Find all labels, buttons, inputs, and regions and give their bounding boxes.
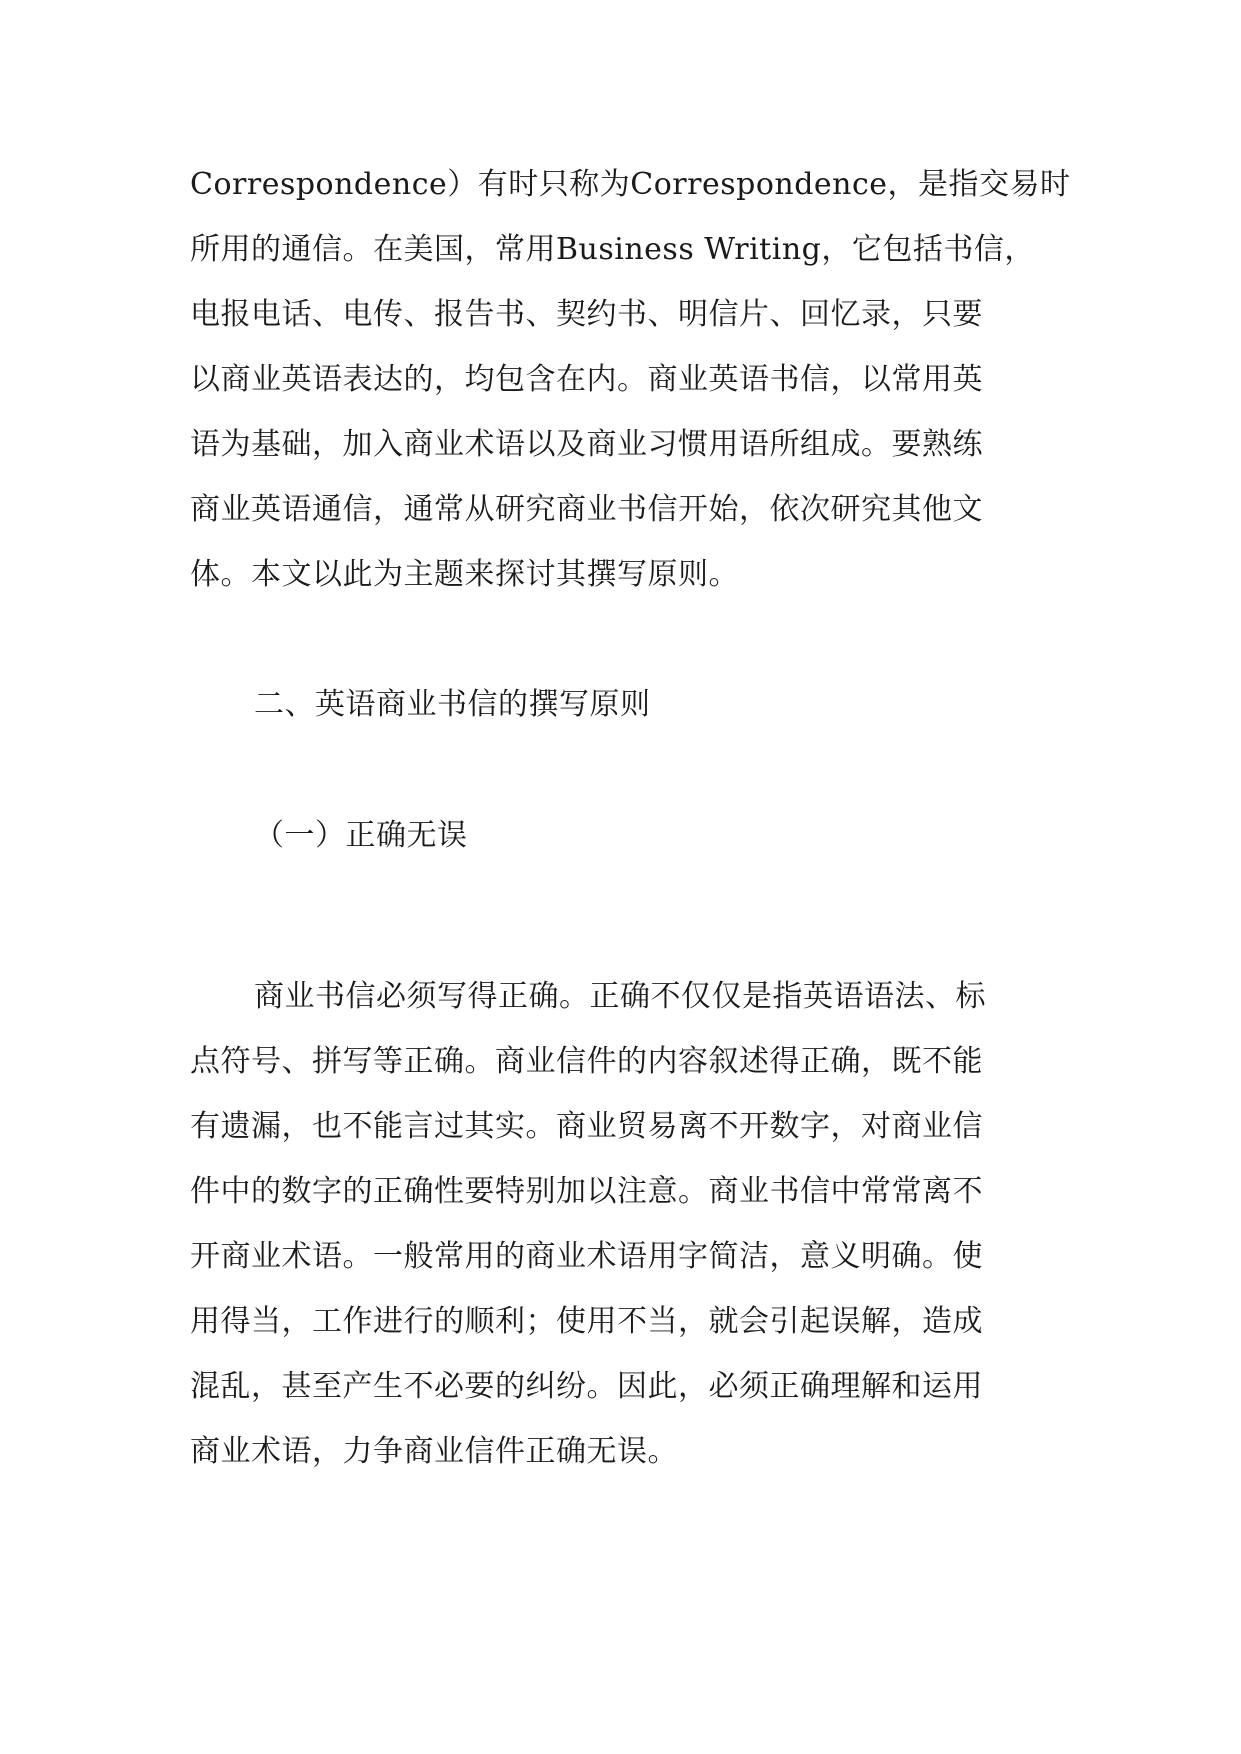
subsection-heading [254, 803, 1124, 868]
paragraph-line: 混乱，甚至产生不必要的纠纷。因此，必须正确理解和运用 [190, 1369, 983, 1404]
paragraph-line: 件中的数字的正确性要特别加以注意。商业书信中常常离不 [190, 1174, 983, 1209]
intro-paragraph [190, 152, 1071, 607]
paragraph-line: 商业英语通信，通常从研究商业书信开始，依次研究其他文 [190, 492, 983, 527]
paragraph-line: 语为基础，加入商业术语以及商业习惯用语所组成。要熟练 [190, 427, 983, 462]
paragraph-line: 用得当，工作进行的顺利；使用不当，就会引起误解，造成 [190, 1304, 983, 1339]
paragraph-line: 体。本文以此为主题来探讨其撰写原则。 [190, 557, 739, 592]
paragraph-line: 点符号、拼写等正确。商业信件的内容叙述得正确，既不能 [190, 1044, 983, 1079]
subsection-heading-text: （一）正确无误 [254, 818, 468, 853]
section-heading-text: 二、英语商业书信的撰写原则 [254, 687, 651, 722]
paragraph-line: 电报电话、电传、报告书、契约书、明信片、回忆录，只要 [190, 297, 983, 332]
paragraph-line: Correspondence）有时只称为Correspondence，是指交易时 [190, 167, 1071, 202]
paragraph-line: 有遗漏，也不能言过其实。商业贸易离不开数字，对商业信 [190, 1109, 983, 1144]
body-paragraph [190, 964, 1060, 1484]
paragraph-line: 商业书信必须写得正确。正确不仅仅是指英语语法、标 [254, 979, 986, 1014]
paragraph-line: 以商业英语表达的，均包含在内。商业英语书信，以常用英 [190, 362, 983, 397]
paragraph-line: 所用的通信。在美国，常用Business Writing，它包括书信， [190, 232, 1035, 267]
section-heading [254, 672, 1124, 737]
paragraph-line: 开商业术语。一般常用的商业术语用字简洁，意义明确。使 [190, 1239, 983, 1274]
paragraph-line: 商业术语，力争商业信件正确无误。 [190, 1434, 678, 1469]
